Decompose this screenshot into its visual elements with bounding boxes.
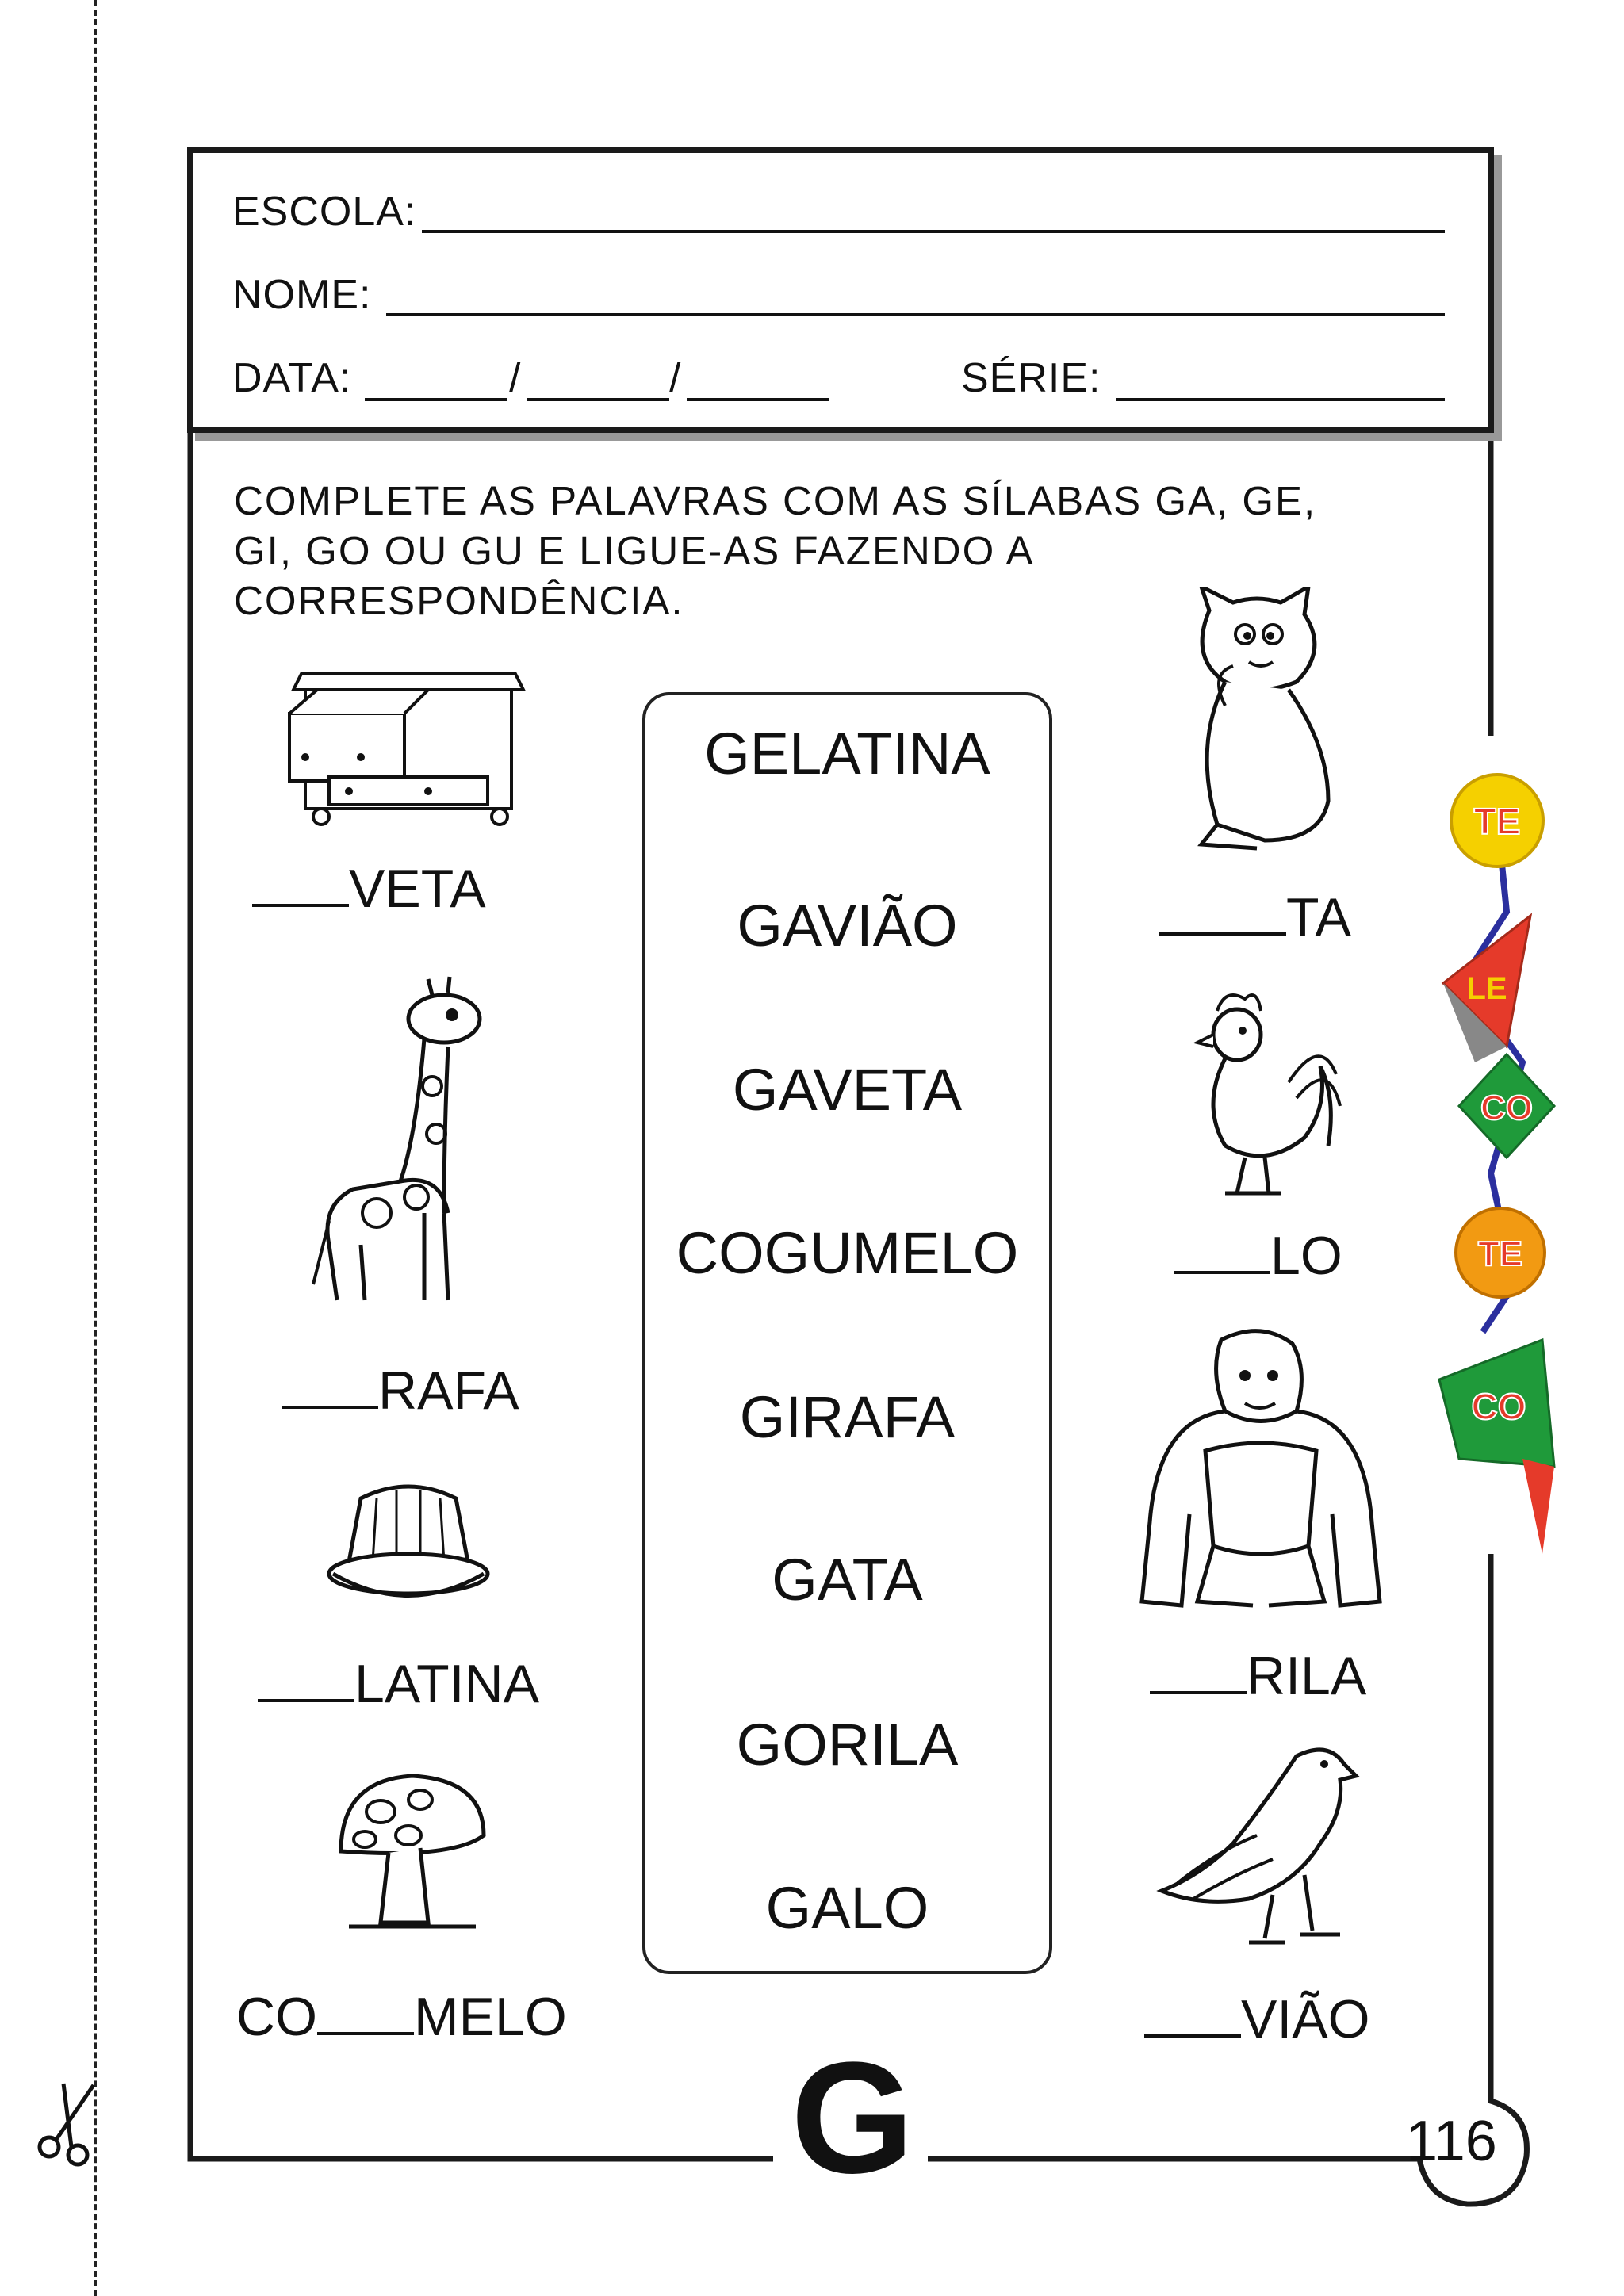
date-month-field[interactable] [527,398,669,401]
gorilla-icon [1134,1324,1388,1617]
word-suffix: LO [1270,1226,1342,1286]
word-bank-item: GAVETA [732,1057,963,1123]
answer-blank[interactable] [317,1988,414,2035]
school-label: ESCOLA: [232,189,417,235]
answer-blank[interactable] [282,1361,378,1409]
big-letter-g [785,2045,920,2188]
school-field[interactable] [422,230,1445,233]
left-blank-4 [236,1986,567,2048]
word-bank-item: GORILA [736,1712,959,1777]
left-blank-2 [282,1360,519,1422]
word-suffix: MELO [414,1987,567,2047]
name-label: NOME: [232,272,372,318]
page-number: 116 [1406,2110,1497,2173]
word-bank-item: GAVIÃO [737,893,958,959]
date-year-field[interactable] [687,398,829,401]
cat-icon [1170,587,1344,856]
date-label: DATA: [232,355,352,401]
hawk-icon [1154,1740,1364,1962]
answer-blank[interactable] [1159,888,1286,936]
answer-blank[interactable] [1174,1226,1270,1274]
grade-field[interactable] [1116,398,1445,401]
rooster-icon [1170,987,1344,1201]
badge-label: LE [1466,971,1507,1006]
date-separator: / [669,355,682,401]
badge-label: TE [1473,801,1521,842]
big-letter-text: G [791,2045,914,2188]
badge-label: CO [1480,1089,1533,1127]
word-bank-item: COGUMELO [676,1220,1019,1286]
word-bank-box [642,692,1052,1974]
right-blank-1 [1159,886,1351,948]
word-bank-item: GATA [772,1547,923,1613]
word-suffix: TA [1286,887,1351,947]
mushroom-icon [333,1764,492,1938]
word-bank-item: GIRAFA [739,1384,956,1450]
date-day-field[interactable] [365,398,508,401]
answer-blank[interactable] [258,1655,354,1702]
name-field[interactable] [386,313,1445,316]
badge-label: TE [1477,1234,1523,1273]
answer-blank[interactable] [1150,1647,1247,1694]
right-blank-3 [1150,1645,1366,1707]
date-separator: / [509,355,522,401]
word-prefix: CO [236,1987,317,2047]
answer-blank[interactable] [1144,1990,1241,2038]
left-blank-1 [252,858,486,920]
right-blank-4 [1144,1988,1370,2050]
instructions: COMPLETE AS PALAVRAS COM AS SÍLABAS GA, GE, GI, GO OU GU E LIGUE-AS FAZENDO A CORRESPONDÊNCIA. [234,478,1317,623]
word-suffix: VETA [349,859,486,919]
left-blank-3 [258,1653,539,1715]
word-suffix: VIÃO [1241,1989,1370,2049]
word-suffix: RILA [1247,1646,1367,1706]
answer-blank[interactable] [252,859,349,907]
word-bank-item: GELATINA [704,721,990,786]
grade-label: SÉRIE: [961,355,1101,401]
decorative-syllable-badges [1427,729,1586,1570]
word-suffix: LATINA [354,1654,540,1714]
giraffe-icon [305,975,511,1316]
word-bank-item: GALO [765,1875,929,1941]
right-blank-2 [1174,1225,1342,1287]
drawer-icon [285,658,531,840]
gelatin-icon [321,1475,496,1609]
word-suffix: RAFA [378,1360,519,1421]
badge-label: CO [1471,1386,1526,1427]
